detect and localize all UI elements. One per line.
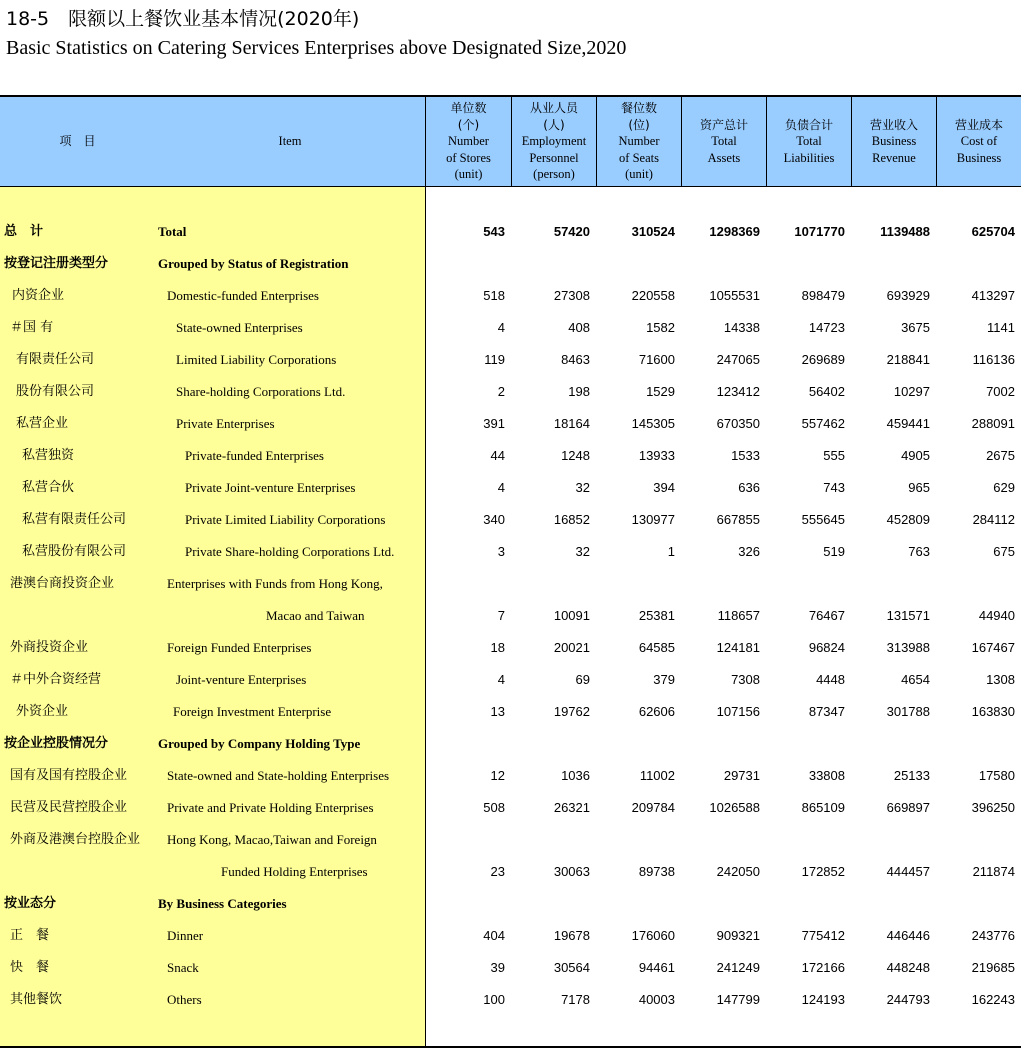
table-row: [0, 732, 1021, 756]
header-cost: 营业成本 Cost of Business: [936, 97, 1021, 186]
cell-stores: 4: [497, 320, 505, 335]
cell-revenue: 313988: [886, 640, 930, 655]
row-label-cn: 外商投资企业: [10, 640, 89, 655]
cell-revenue: 4905: [901, 448, 930, 463]
cell-seats: 25381: [638, 608, 675, 623]
table-row: [0, 700, 1021, 724]
cell-employment: 32: [575, 480, 590, 495]
cell-assets: 326: [738, 544, 760, 559]
cell-cost: 243776: [971, 928, 1015, 943]
cell-cost: 163830: [971, 704, 1015, 719]
cell-assets: 667855: [716, 512, 760, 527]
cell-revenue: 446446: [886, 928, 930, 943]
header-item-cn: 项 目: [59, 134, 96, 149]
cell-liabilities: 33808: [808, 768, 845, 783]
row-label-en: Macao and Taiwan: [266, 608, 365, 623]
cell-assets: 1533: [731, 448, 760, 463]
row-label-cn: 有限责任公司: [16, 352, 95, 367]
cell-revenue: 218841: [886, 352, 930, 367]
cell-assets: 1055531: [709, 288, 760, 303]
row-label-en: Dinner: [167, 928, 204, 943]
cell-employment: 18164: [553, 416, 590, 431]
cell-employment: 57420: [553, 224, 590, 239]
cell-liabilities: 87347: [808, 704, 845, 719]
row-label-en: Others: [167, 992, 202, 1007]
cell-employment: 1248: [561, 448, 590, 463]
cell-revenue: 3675: [901, 320, 930, 335]
cell-assets: 29731: [723, 768, 760, 783]
cell-revenue: 669897: [886, 800, 930, 815]
cell-assets: 123412: [716, 384, 760, 399]
cell-assets: 247065: [716, 352, 760, 367]
cell-employment: 30564: [553, 960, 590, 975]
row-label-cn: 外商及港澳台控股企业: [10, 832, 141, 847]
row-label-en: Foreign Funded Enterprises: [167, 640, 312, 655]
cell-stores: 543: [483, 224, 505, 239]
cell-stores: 13: [490, 704, 505, 719]
row-label-cn: ＃中外合资经营: [10, 672, 102, 687]
cell-employment: 27308: [553, 288, 590, 303]
cell-employment: 30063: [553, 864, 590, 879]
cell-assets: 124181: [716, 640, 760, 655]
cell-assets: 1298369: [709, 224, 760, 239]
row-label-en: Private Share-holding Corporations Ltd.: [185, 544, 395, 559]
cell-revenue: 444457: [886, 864, 930, 879]
cell-stores: 340: [483, 512, 505, 527]
cell-assets: 1026588: [709, 800, 760, 815]
cell-stores: 4: [497, 672, 505, 687]
cell-cost: 625704: [971, 224, 1015, 239]
cell-employment: 198: [568, 384, 590, 399]
cell-liabilities: 1071770: [794, 224, 845, 239]
cell-assets: 107156: [716, 704, 760, 719]
row-label-cn: 内资企业: [12, 288, 65, 303]
cell-revenue: 131571: [886, 608, 930, 623]
header-stores: 单位数 (个) Number of Stores (unit): [425, 97, 511, 186]
cell-seats: 394: [653, 480, 675, 495]
table-row: [0, 988, 1021, 1012]
table-row: [0, 220, 1021, 244]
table-row: [0, 348, 1021, 372]
cell-stores: 518: [483, 288, 505, 303]
row-label-en: Grouped by Status of Registration: [158, 256, 349, 271]
row-label-en: By Business Categories: [158, 896, 287, 911]
row-label-en: State-owned and State-holding Enterprises: [167, 768, 390, 783]
cell-employment: 32: [575, 544, 590, 559]
cell-employment: 19762: [553, 704, 590, 719]
cell-cost: 675: [993, 544, 1015, 559]
cell-stores: 23: [490, 864, 505, 879]
row-label-en: Total: [158, 224, 187, 239]
row-label-en: Foreign Investment Enterprise: [173, 704, 332, 719]
cell-cost: 44940: [978, 608, 1015, 623]
table-row: [0, 668, 1021, 692]
cell-assets: 636: [738, 480, 760, 495]
cell-seats: 1582: [646, 320, 675, 335]
header-revenue: 营业收入 Business Revenue: [851, 97, 936, 186]
cell-stores: 7: [497, 608, 505, 623]
cell-stores: 44: [490, 448, 505, 463]
cell-employment: 10091: [553, 608, 590, 623]
cell-seats: 176060: [631, 928, 675, 943]
cell-cost: 284112: [972, 512, 1015, 527]
cell-seats: 94461: [638, 960, 675, 975]
page-subtitle: Basic Statistics on Catering Services Enterprises above Designated Size,2020: [6, 37, 627, 59]
cell-cost: 219685: [971, 960, 1015, 975]
cell-liabilities: 172852: [801, 864, 845, 879]
cell-liabilities: 172166: [801, 960, 845, 975]
row-label-en: Private Enterprises: [176, 416, 275, 431]
row-label-en: State-owned Enterprises: [176, 320, 303, 335]
cell-stores: 4: [497, 480, 505, 495]
cell-cost: 1141: [987, 320, 1015, 335]
table-row: [0, 636, 1021, 660]
cell-assets: 147799: [716, 992, 760, 1007]
cell-stores: 508: [483, 800, 505, 815]
cell-cost: 2675: [986, 448, 1015, 463]
cell-liabilities: 124193: [801, 992, 845, 1007]
cell-stores: 100: [483, 992, 505, 1007]
row-label-cn: ＃国 有: [10, 320, 54, 335]
table-row: [0, 604, 1021, 628]
row-label-en: Share-holding Corporations Ltd.: [176, 384, 346, 399]
row-label-en: Limited Liability Corporations: [176, 352, 337, 367]
cell-assets: 670350: [716, 416, 760, 431]
cell-revenue: 1139488: [880, 224, 930, 239]
table-row: [0, 508, 1021, 532]
cell-employment: 8463: [561, 352, 590, 367]
cell-seats: 209784: [631, 800, 675, 815]
table-row: [0, 316, 1021, 340]
table-row: [0, 956, 1021, 980]
row-label-en: Enterprises with Funds from Hong Kong,: [167, 576, 383, 591]
cell-cost: 413297: [971, 288, 1015, 303]
row-label-cn: 按企业控股情况分: [4, 736, 109, 751]
row-label-en: Hong Kong, Macao,Taiwan and Foreign: [167, 832, 377, 847]
table-row: [0, 476, 1021, 500]
cell-seats: 64585: [638, 640, 675, 655]
header-seats: 餐位数 (位) Number of Seats (unit): [596, 97, 681, 186]
table-bottom-rule: [0, 1046, 1021, 1048]
cell-seats: 1: [667, 544, 675, 559]
row-label-en: Private and Private Holding Enterprises: [167, 800, 374, 815]
cell-employment: 69: [575, 672, 590, 687]
cell-stores: 119: [484, 352, 505, 367]
cell-seats: 130977: [631, 512, 675, 527]
row-label-cn: 按业态分: [4, 896, 57, 911]
cell-seats: 89738: [638, 864, 675, 879]
cell-liabilities: 76467: [808, 608, 845, 623]
cell-seats: 13933: [638, 448, 675, 463]
cell-assets: 118657: [717, 608, 760, 623]
cell-cost: 162243: [971, 992, 1015, 1007]
cell-employment: 26321: [553, 800, 590, 815]
cell-seats: 71600: [638, 352, 675, 367]
cell-seats: 310524: [631, 224, 675, 239]
row-label-cn: 私营股份有限公司: [22, 544, 127, 559]
cell-employment: 20021: [553, 640, 590, 655]
row-label-cn: 国有及国有控股企业: [10, 768, 128, 783]
header-assets: 资产总计 Total Assets: [681, 97, 766, 186]
cell-assets: 241249: [716, 960, 760, 975]
row-label-cn: 港澳台商投资企业: [10, 576, 115, 591]
cell-revenue: 459441: [886, 416, 930, 431]
table-row: [0, 764, 1021, 788]
cell-stores: 39: [490, 960, 505, 975]
cell-stores: 3: [497, 544, 505, 559]
row-label-en: Domestic-funded Enterprises: [167, 288, 319, 303]
cell-cost: 7002: [986, 384, 1015, 399]
row-label-cn: 按登记注册类型分: [4, 256, 109, 271]
cell-employment: 1036: [561, 768, 590, 783]
cell-stores: 391: [483, 416, 505, 431]
table-row: [0, 860, 1021, 884]
table-header: [0, 97, 1021, 187]
row-label-en: Funded Holding Enterprises: [221, 864, 368, 879]
table-row: [0, 892, 1021, 916]
cell-revenue: 4654: [901, 672, 930, 687]
row-label-en: Private Limited Liability Corporations: [185, 512, 386, 527]
cell-revenue: 452809: [886, 512, 930, 527]
cell-employment: 16852: [553, 512, 590, 527]
cell-seats: 145305: [631, 416, 675, 431]
cell-liabilities: 555645: [801, 512, 845, 527]
cell-revenue: 244793: [886, 992, 930, 1007]
cell-liabilities: 14723: [808, 320, 845, 335]
cell-stores: 12: [490, 768, 505, 783]
cell-revenue: 448248: [886, 960, 930, 975]
cell-assets: 7308: [731, 672, 760, 687]
row-label-cn: 私营独资: [22, 448, 75, 463]
table-row: [0, 572, 1021, 596]
cell-seats: 11002: [639, 768, 675, 783]
cell-revenue: 693929: [886, 288, 930, 303]
cell-cost: 629: [993, 480, 1015, 495]
cell-seats: 379: [653, 672, 675, 687]
cell-stores: 404: [483, 928, 505, 943]
cell-liabilities: 865109: [801, 800, 845, 815]
cell-liabilities: 555: [823, 448, 845, 463]
header-employment: 从业人员 (人) Employment Personnel (person): [511, 97, 596, 186]
cell-employment: 19678: [553, 928, 590, 943]
cell-employment: 408: [568, 320, 590, 335]
cell-assets: 14338: [723, 320, 760, 335]
cell-liabilities: 4448: [816, 672, 845, 687]
cell-revenue: 763: [908, 544, 930, 559]
cell-cost: 167467: [971, 640, 1015, 655]
row-label-cn: 外资企业: [16, 704, 69, 719]
row-label-cn: 其他餐饮: [10, 992, 63, 1007]
cell-seats: 220558: [631, 288, 675, 303]
table-row: [0, 540, 1021, 564]
table-row: [0, 412, 1021, 436]
page-title: 18-5 限额以上餐饮业基本情况(2020年): [6, 8, 360, 30]
row-label-cn: 股份有限公司: [16, 384, 95, 399]
row-label-en: Private-funded Enterprises: [185, 448, 324, 463]
row-label-en: Joint-venture Enterprises: [176, 672, 307, 687]
cell-stores: 18: [490, 640, 505, 655]
cell-cost: 17580: [978, 768, 1015, 783]
cell-liabilities: 96824: [808, 640, 845, 655]
cell-employment: 7178: [561, 992, 590, 1007]
cell-assets: 242050: [716, 864, 760, 879]
cell-seats: 40003: [638, 992, 675, 1007]
row-label-en: Grouped by Company Holding Type: [158, 736, 361, 751]
row-label-cn: 正 餐: [10, 928, 50, 943]
table-row: [0, 444, 1021, 468]
cell-liabilities: 898479: [801, 288, 845, 303]
cell-cost: 288091: [971, 416, 1015, 431]
row-label-en: Private Joint-venture Enterprises: [185, 480, 356, 495]
cell-assets: 909321: [716, 928, 760, 943]
cell-revenue: 301788: [886, 704, 930, 719]
cell-stores: 2: [497, 384, 505, 399]
table-row: [0, 284, 1021, 308]
cell-cost: 211874: [972, 864, 1015, 879]
row-label-cn: 私营合伙: [22, 480, 75, 495]
cell-revenue: 965: [908, 480, 930, 495]
cell-liabilities: 557462: [801, 416, 845, 431]
row-label-cn: 民营及民营控股企业: [10, 800, 128, 815]
cell-seats: 62606: [638, 704, 675, 719]
cell-liabilities: 519: [823, 544, 845, 559]
cell-revenue: 25133: [893, 768, 930, 783]
row-label-cn: 私营有限责任公司: [22, 512, 127, 527]
cell-cost: 396250: [971, 800, 1015, 815]
header-item-en: Item: [278, 134, 302, 149]
row-label-cn: 总 计: [4, 224, 44, 239]
table-row: [0, 828, 1021, 852]
table-row: [0, 252, 1021, 276]
row-label-cn: 快 餐: [10, 960, 50, 975]
cell-liabilities: 743: [823, 480, 845, 495]
cell-seats: 1529: [646, 384, 675, 399]
row-label-cn: 私营企业: [16, 416, 69, 431]
row-label-en: Snack: [167, 960, 199, 975]
cell-liabilities: 269689: [801, 352, 845, 367]
table-row: [0, 796, 1021, 820]
cell-cost: 1308: [986, 672, 1015, 687]
cell-revenue: 10297: [893, 384, 930, 399]
table-row: [0, 924, 1021, 948]
cell-liabilities: 56402: [808, 384, 845, 399]
table-row: [0, 380, 1021, 404]
header-liabilities: 负债合计 Total Liabilities: [766, 97, 851, 186]
cell-liabilities: 775412: [801, 928, 845, 943]
cell-cost: 116136: [972, 352, 1015, 367]
